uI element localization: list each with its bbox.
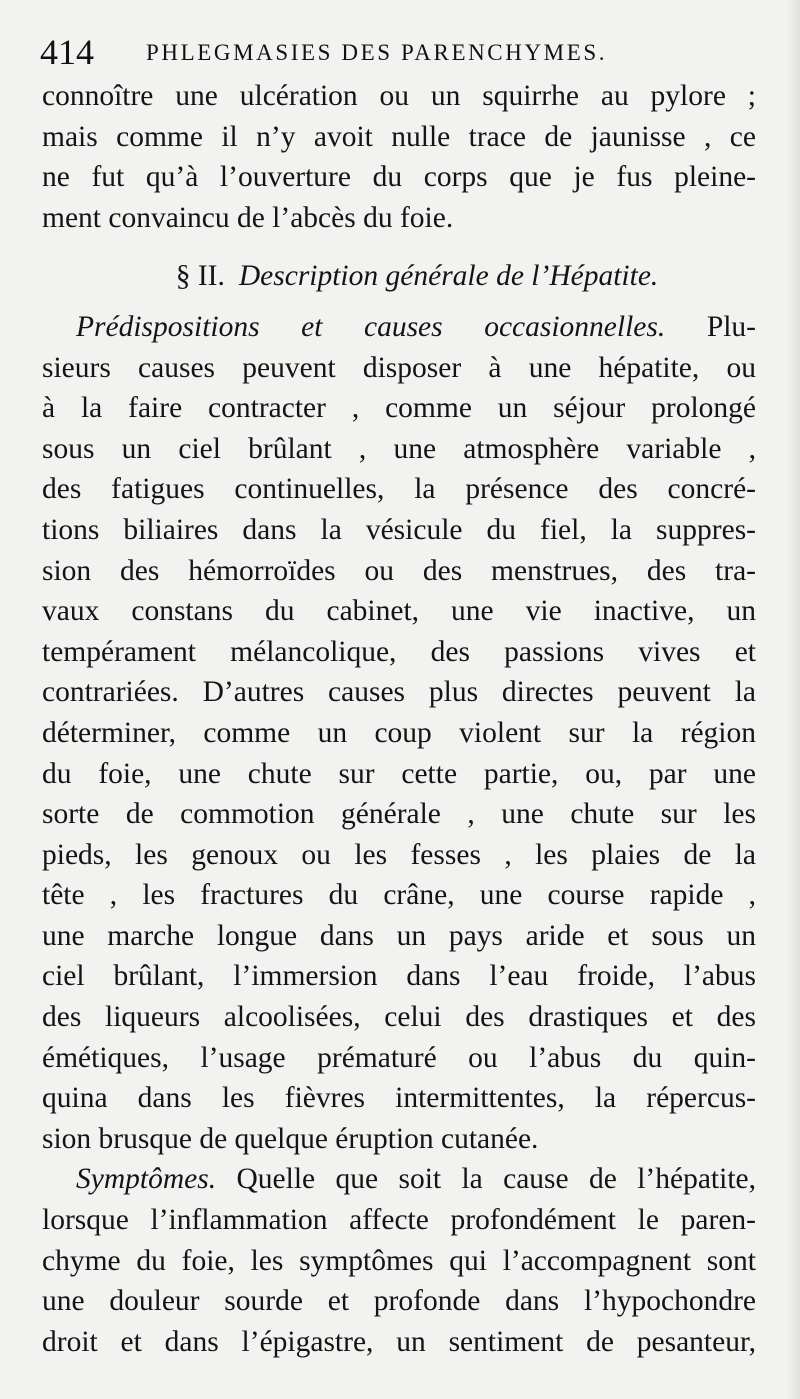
body-text: [42, 76, 756, 1362]
text-line: ne fut qu’à l’ouverture du corps que je fus pleine-: [42, 161, 756, 194]
text-line: déterminer, comme un coup violent sur la région: [42, 716, 756, 749]
text-line: émétiques, l’usage prématuré ou l’abus du quin-: [42, 1041, 756, 1074]
text-line: chyme du foie, les symptômes qui l’accompagnent sont: [42, 1244, 756, 1277]
section-title: Description générale de l’Hépatite.: [238, 260, 659, 293]
text-line: tions biliaires dans la vésicule du fiel, la suppres-: [42, 513, 756, 546]
text-line: mais comme il n’y avoit nulle trace de jaunisse , ce: [42, 120, 756, 153]
text-line: lorsque l’inflammation affecte profondément le paren-: [42, 1204, 756, 1237]
text-line: quina dans les fièvres intermittentes, la répercus-: [42, 1082, 756, 1115]
running-title: PHLEGMASIES DES PARENCHYMES.: [146, 40, 608, 65]
text-line: sion des hémorroïdes ou des menstrues, des tra-: [42, 554, 756, 587]
text-line: contrariées. D’autres causes plus directes peuvent la: [42, 676, 756, 709]
text-line: connoître une ulcération ou un squirrhe au pylore ;: [42, 80, 756, 112]
text-line: sion brusque de quelque éruption cutanée.: [42, 1122, 539, 1155]
paragraph-1: [42, 76, 756, 238]
text-line: droit et dans l’épigastre, un sentiment de pesanteur,: [42, 1325, 756, 1358]
running-header: [40, 30, 760, 74]
paragraph-3: [42, 1159, 756, 1362]
section-number: § II.: [175, 260, 225, 293]
paragraph-lead: Symptômes.: [76, 1163, 217, 1196]
text-line: [42, 307, 756, 348]
text-line: ciel brûlant, l’immersion dans l’eau froide, l’abus: [42, 960, 756, 993]
text-line: du foie, une chute sur cette partie, ou, par une: [42, 757, 756, 790]
page-number: 414: [40, 32, 94, 72]
text-line: une marche longue dans un pays aride et sous un: [42, 919, 756, 952]
text-line: des fatigues continuelles, la présence des concré-: [42, 473, 756, 506]
text-line: sous un ciel brûlant , une atmosphère variable ,: [42, 432, 756, 465]
text-line: des liqueurs alcoolisées, celui des drastiques et des: [42, 1001, 756, 1034]
scan-edge-shadow: [786, 0, 800, 1399]
text-line: une douleur sourde et profonde dans l’hypochondre: [42, 1285, 756, 1318]
paragraph-lead-rest: Quelle que soit la cause de l’hépatite,: [216, 1163, 756, 1196]
text-line: pieds, les genoux ou les fesses , les plaies de la: [42, 838, 756, 871]
text-line: sorte de commotion générale , une chute sur les: [42, 798, 756, 831]
paragraph-2: [42, 307, 756, 1159]
text-line: ment convaincu de l’abcès du foie.: [42, 201, 454, 234]
text-line: sieurs causes peuvent disposer à une hépatite, ou: [42, 351, 756, 384]
text-line: à la faire contracter , comme un séjour prolongé: [42, 392, 756, 425]
text-line: [42, 1159, 756, 1200]
text-line: vaux constans du cabinet, une vie inactive, un: [42, 595, 756, 628]
text-line: tête , les fractures du crâne, une course rapide ,: [42, 879, 756, 912]
paragraph-lead: Prédispositions et causes occasionnelles.: [76, 310, 666, 343]
section-heading: [42, 256, 756, 297]
paragraph-lead-rest: Plu-: [665, 310, 756, 343]
text-line: tempérament mélancolique, des passions vives et: [42, 635, 756, 668]
